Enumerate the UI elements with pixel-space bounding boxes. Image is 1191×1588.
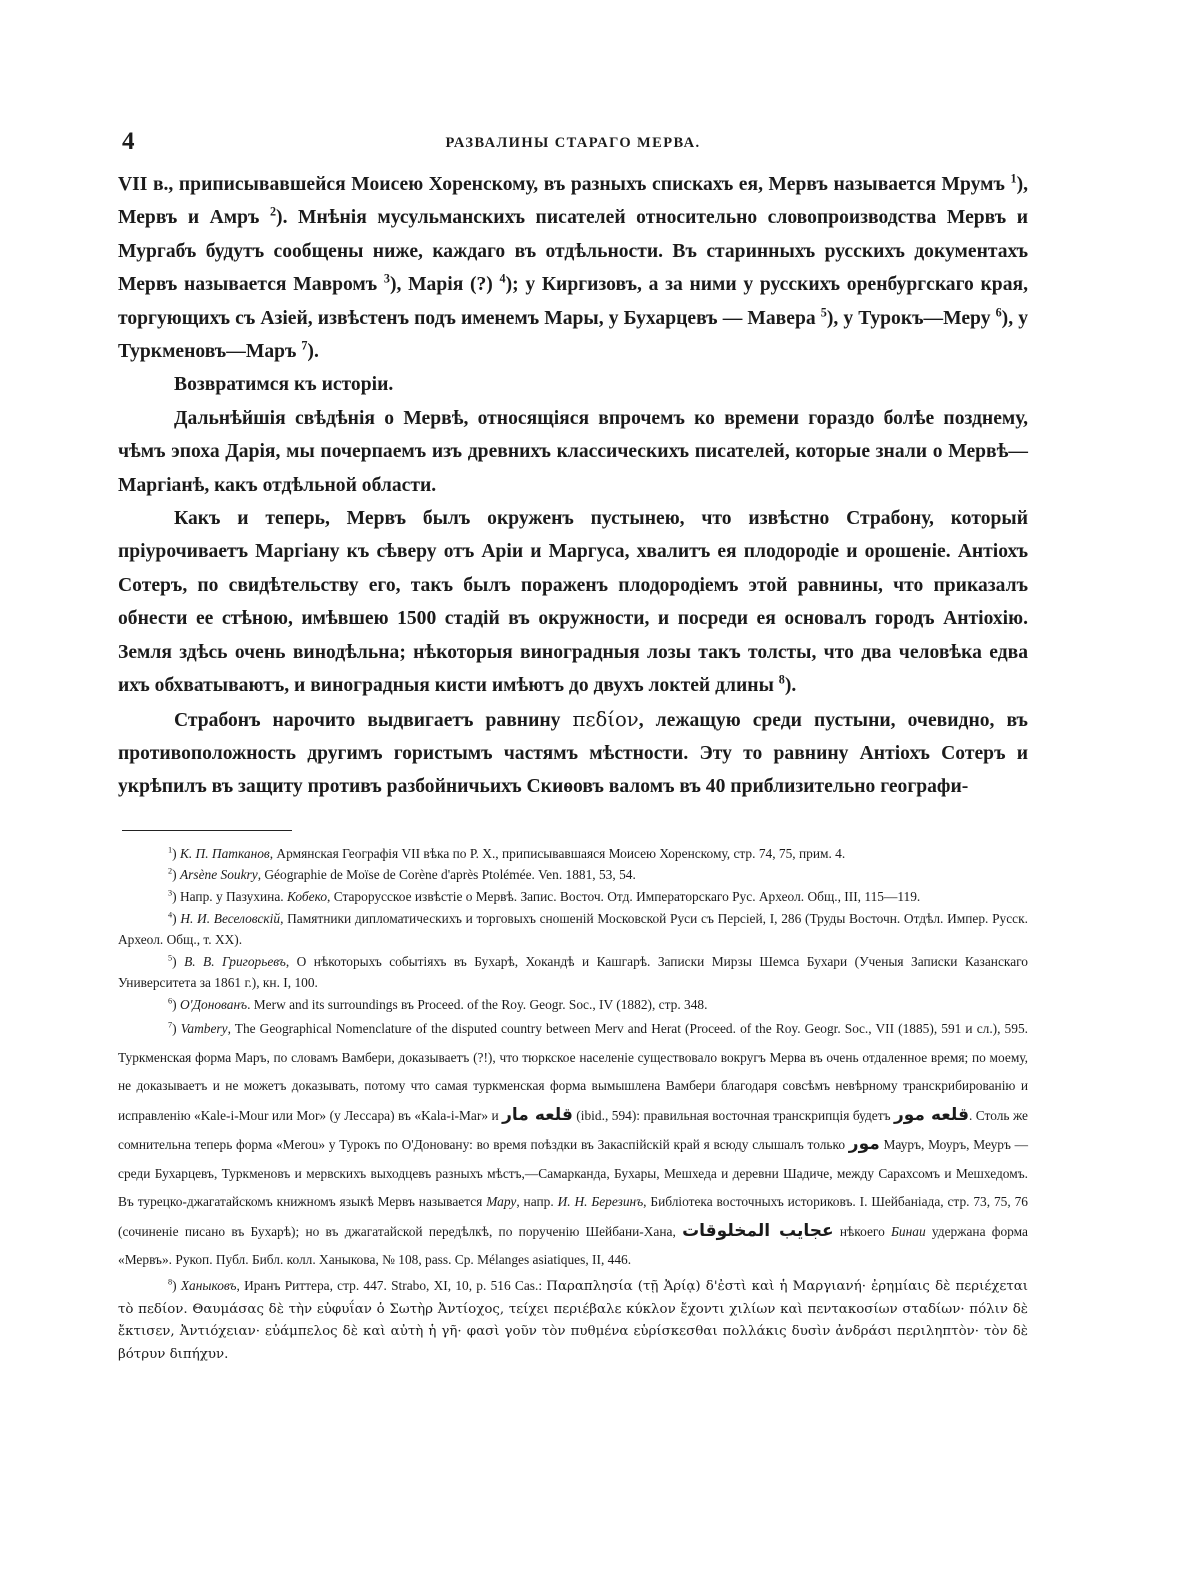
italic-name: Н. И. Веселовскій (180, 910, 281, 926)
book-page (118, 128, 1028, 1365)
running-title: РАЗВАЛИНЫ СТАРАГО МЕРВА. (445, 135, 701, 151)
italic-name: Бинаи (891, 1223, 926, 1239)
text-run: ) Напр. у Пазухина. (172, 888, 287, 904)
text-run: VII в., приписывавшейся Моисею Хоренскому, въ разныхъ спискахъ ея, Мервъ называется Мрумъ (118, 174, 1011, 195)
italic-name: Ханыковъ (180, 1277, 237, 1293)
text-run: , The Geographical Nomenclature of the disputed country between Merv and Herat (Proceed. of the Roy. Geogr. Soc., VII (1885), 591 и сл.), 595. Туркменская форма Маръ, по словамъ Вамбери, доказываетъ (?!), что тюркское населеніе существовало вокругъ Мерва въ очень отдаленное время; по моему, не доказываетъ и не можетъ доказывать, потому что самая туркменская форма вымышлена Вамбери благодаря совсѣмъ невѣрному транскрибированію и исправленію «Kale-i-Mour или Mor» (у Лессара) въ «Kala-i-Mar» и (118, 1021, 1028, 1123)
main-text (118, 168, 1028, 804)
page-number: 4 (122, 128, 135, 155)
arabic-text: قلعه مور (893, 1104, 969, 1125)
text-run: Какъ и теперь, Мервъ былъ окруженъ пустынею, что извѣстно Страбону, который пріурочиваетъ Маргіану къ сѣверу отъ Аріи и Маргуса, хвалитъ ея плодородіе и орошеніе. Антіохъ Сотеръ, по свидѣтельству его, такъ былъ пораженъ плодородіемъ этой равнины, что приказалъ обнести ее стѣною, имѣвшею 1500 стадій въ окружности, и посреди ея основалъ городъ Антіохію. Земля здѣсь очень винодѣльна; нѣкоторыя виноградныя лозы такъ толсты, что два человѣка едва ихъ обхватываютъ, и виноградныя кисти имѣютъ до двухъ локтей длины (118, 508, 1028, 697)
text-run: , Старорусское извѣстіе о Мервѣ. Запис. Восточ. Отд. Императорскаго Рус. Археол. Общ., III, 115—119. (327, 888, 921, 904)
arabic-text: عجايب المخلوقات (682, 1220, 834, 1241)
footnote (118, 1275, 1028, 1365)
text-run: Мауръ, Моуръ, Меуръ — среди Бухарцевъ, Туркменовъ и мервскихъ выходцевъ разныхъ мѣстъ,—Самарканда, Бухары, Мешхеда и деревни Шадиче, между Сарахсомъ и Мешхедомъ. Въ турецко-джагатайскомъ книжномъ языкѣ Мервъ называется (118, 1137, 1028, 1210)
text-run: ) (172, 1277, 181, 1293)
text-run: ) (172, 1021, 181, 1037)
text-run: ); у Киргизовъ, а за ними у русскихъ оренбургскаго края, торгующихъ съ Азіей, извѣстенъ подъ именемъ Мары, у Бухарцевъ — Мавера (118, 274, 1028, 329)
text-run: , О нѣкоторыхъ событіяхъ въ Бухарѣ, Хокандѣ и Кашгарѣ. Записки Мирзы Шемса Бухари (Ученыя Записки Казанскаго Университета за 1861 г.), кн. I, 100. (118, 953, 1028, 991)
footnote (118, 908, 1028, 951)
arabic-text: قلعه مار (502, 1104, 573, 1125)
text-run: ), у Турокъ—Меру (826, 307, 996, 329)
footnote-marker: 7 (168, 1021, 173, 1030)
text-run: , Géographie de Moïse de Corène d'après Ptolémée. Ven. 1881, 53, 54. (257, 867, 636, 883)
text-run: ), у Туркменовъ—Маръ (118, 307, 1028, 363)
text-run: , Памятники дипломатическихъ и торговыхъ сношеній Московской Руси съ Персіей, I, 286 (Труды Восточн. Отдѣл. Импер. Русск. Археол. Общ., т. XX). (118, 910, 1028, 948)
footnote-marker: 4 (499, 271, 506, 286)
paragraph (118, 502, 1028, 702)
text-run: , Иранъ Риттера, стр. 447. Strabo, XI, 10, p. 516 Cas.: (236, 1277, 547, 1293)
footnote-marker: 5 (168, 953, 173, 963)
text-run: ). (784, 675, 797, 697)
text-run: , Библіотека восточныхъ историковъ. I. Шейбаніада, стр. 73, 75, 76 (сочиненіе писано въ Бухарѣ); но въ джагатайской передѣлкѣ, по порученію Шейбани-Хана, (118, 1194, 1028, 1239)
paragraph (118, 168, 1028, 368)
text-run: ), Марія (?) (389, 274, 500, 296)
italic-name: Arsène Soukry (179, 867, 258, 883)
text-run: нѣкоего (833, 1223, 892, 1239)
footnote-marker: 8 (778, 672, 785, 687)
page-header (118, 128, 1028, 162)
footnote-marker: 2 (269, 204, 277, 219)
italic-name: Кобеко (286, 888, 328, 904)
text-run: Страбонъ нарочито выдвигаетъ равнину (174, 709, 573, 731)
text-run: ) (172, 867, 180, 883)
footnote-marker: 7 (301, 338, 308, 353)
italic-name: Мару (486, 1194, 517, 1210)
text-run: , лежащую среди пустыни, очевидно, въ противоположность другимъ гористымъ частямъ мѣстности. Эту то равнину Антіохъ Сотеръ и укрѣпилъ въ защиту противъ разбойничьихъ Скиѳовъ валомъ въ 40 приблизительно географи- (118, 709, 1028, 798)
footnote-marker: 5 (820, 305, 827, 320)
paragraph (118, 368, 1028, 401)
italic-name: В. В. Григорьевъ (184, 953, 286, 969)
footnote-marker: 1 (168, 845, 173, 855)
text-run: удержана форма «Мервъ». Рукоп. Публ. Библ. колл. Ханыкова, № 108, pass. Ср. Mélanges asiatiques, II, 446. (118, 1223, 1028, 1268)
text-run: ) (172, 996, 180, 1012)
footnote (118, 951, 1028, 994)
footnote-marker: 3 (168, 888, 173, 898)
italic-name: И. Н. Березинъ (557, 1194, 644, 1210)
italic-name: Vambery (180, 1021, 228, 1037)
text-run: ) (172, 845, 180, 861)
text-run: . Merw and its surroundings въ Proceed. of the Roy. Geogr. Soc., IV (1882), стр. 348. (247, 996, 708, 1012)
text-run: ) (172, 910, 181, 926)
footnote (118, 864, 1028, 886)
text-run: ). Мнѣнія мусульманскихъ писателей относительно словопроизводства Мервъ и Мургабъ будутъ сообщены ниже, каждаго въ отдѣльности. Въ старинныхъ русскихъ документахъ Мервъ называется Мавромъ (118, 207, 1028, 296)
text-run: (ibid., 594): правильная восточная транскрипція будетъ (572, 1107, 894, 1123)
text-run: ) (172, 953, 185, 969)
footnote-divider (122, 830, 292, 831)
arabic-text: مور (848, 1134, 880, 1155)
footnote (118, 886, 1028, 908)
greek-text: Παραπλησία (τῇ Ἀρίᾳ) δ'ἐστὶ καὶ ἡ Μαργιανή· ἐρημίαις δὲ περιέχεται τὸ πεδίον. Θαυμάσας δὲ τὴν εὐφυΐαν ὁ Σωτὴρ Ἀντίοχος, τείχει περιέβαλε κύκλον ἔχοντι χιλίων καὶ πεντακοσίων σταδίων· πόλιν δὲ ἔκτισεν, Ἀντιόχειαν· εὐάμπελος δὲ καὶ αὐτὴ ἡ γῆ· φασὶ γοῦν τὸν πυθμένα εὑρίσκεσθαι πολλάκις δυσὶν ἀνδράσι περιληπτὸν· τὸν δὲ βότρυν διπήχυν. (118, 1278, 1029, 1362)
paragraph (118, 703, 1028, 804)
text-run: ). (307, 341, 319, 363)
footnote (118, 843, 1028, 865)
footnote-marker: 4 (168, 910, 173, 920)
footnote-marker: 1 (1010, 171, 1017, 186)
greek-text: πεδίον (572, 707, 639, 731)
footnote-marker: 3 (383, 271, 390, 286)
italic-name: К. П. Патканов (179, 845, 270, 861)
footnote (118, 1015, 1028, 1275)
italic-name: О'Донованъ (179, 996, 248, 1012)
text-run: Возвратимся къ исторіи. (174, 374, 394, 396)
text-run: , Армянская Географія VII вѣка по Р. Х., приписывавшаяся Моисею Хоренскому, стр. 74, 75, прим. 4. (269, 845, 846, 861)
text-run: . Столь же сомнительна теперь форма «Merou» у Турокъ по О'Доновану: во время поѣздки въ Закаспійскій край я всюду слышалъ только (118, 1107, 1028, 1153)
footnote-marker: 6 (168, 996, 173, 1006)
paragraph (118, 402, 1028, 502)
footnote-marker: 8 (168, 1277, 173, 1287)
footnote-marker: 2 (168, 866, 173, 876)
text-run: , напр. (516, 1194, 558, 1210)
text-run: Дальнѣйшія свѣдѣнія о Мервѣ, относящіяся впрочемъ ко времени гораздо болѣе позднему, чѣмъ эпоха Дарія, мы почерпаемъ изъ древнихъ классическихъ писателей, которые знали о Мервѣ—Маргіанѣ, какъ отдѣльной области. (118, 407, 1028, 496)
footnote (118, 994, 1028, 1016)
footnotes (118, 843, 1028, 1366)
footnote-marker: 6 (995, 305, 1002, 320)
text-run: ), Мервъ и Амръ (118, 174, 1028, 229)
